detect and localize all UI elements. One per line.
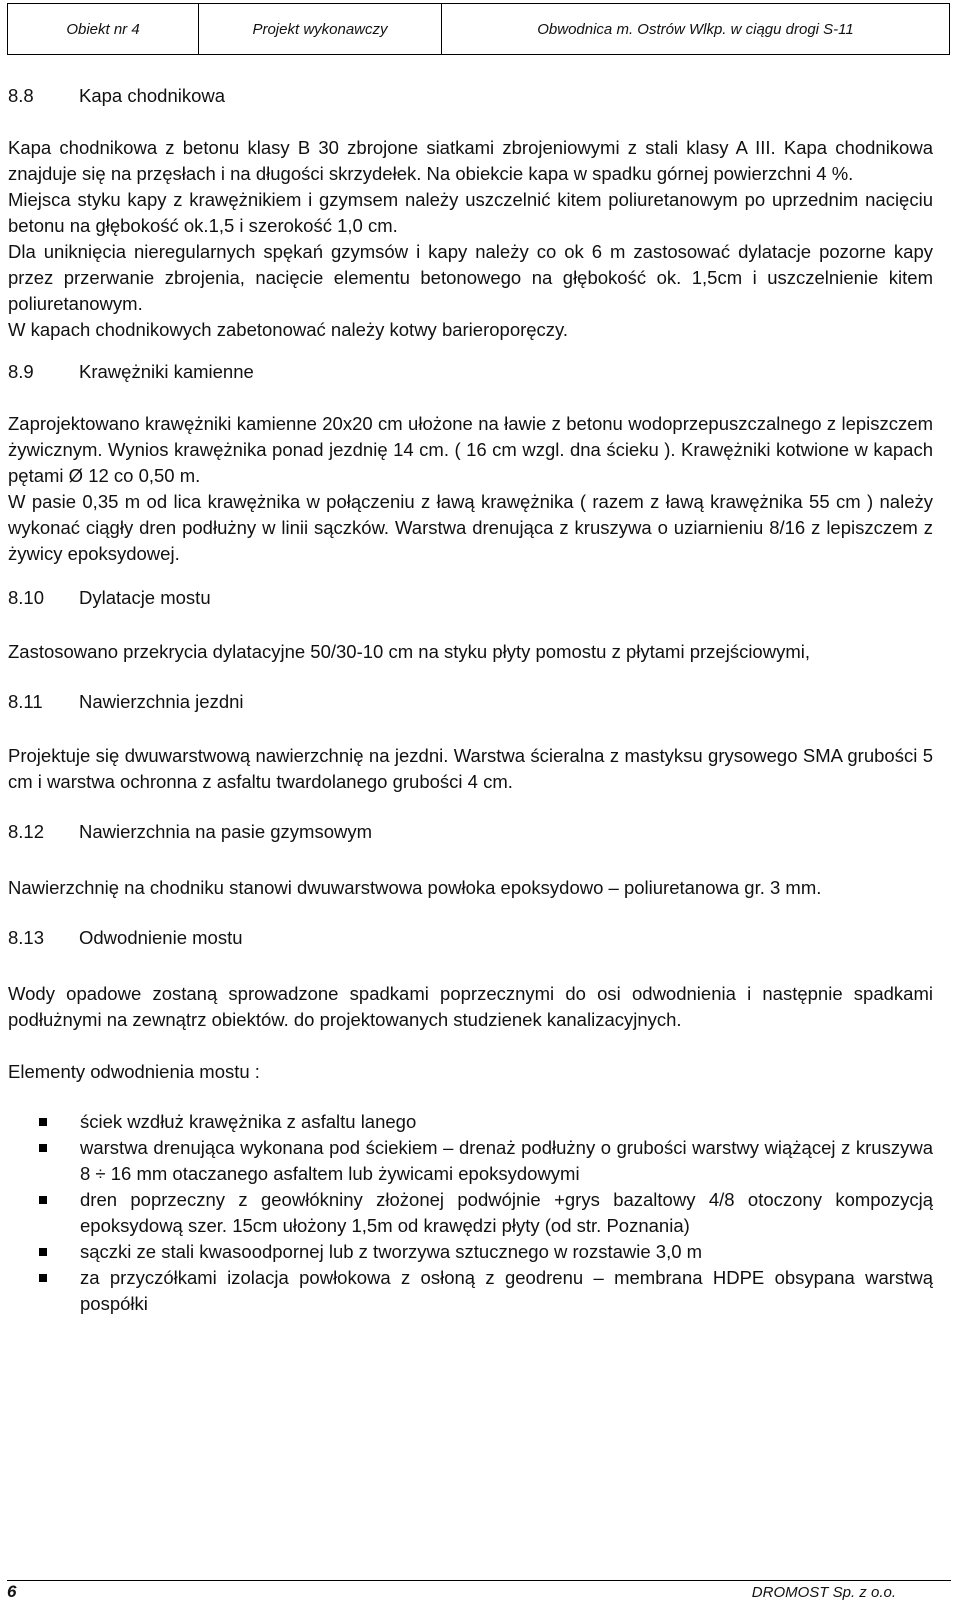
page-number: 6 [7,1582,17,1601]
section-number: 8.9 [8,361,34,382]
paragraph: Zastosowano przekrycia dylatacyjne 50/30-10 cm na styku płyty pomostu z płytami przejściowymi, [8,641,810,662]
section-title: Krawężniki kamienne [79,361,254,382]
list-item [8,1109,933,1135]
list-item-text: dren poprzeczny z geowłókniny złożonej podwójnie +grys bazaltowy 4/8 otoczony kompozycją epoksydową szer. 15cm ułożony 1,5m od krawędzi płyty (od str. Poznania) [80,1189,933,1236]
list-item [8,1187,933,1239]
section-heading-8-8 [8,83,933,109]
section-heading-8-13 [8,925,933,951]
paragraph: Kapa chodnikowa z betonu klasy B 30 zbrojone siatkami zbrojeniowymi z stali klasy A III. Kapa chodnikowa znajduje się na przęsłach i na długości skrzydełek. Na obiekcie kapa w spadku górnej powierzchni 4 %. [8,137,933,184]
section-title: Nawierzchnia na pasie gzymsowym [79,821,373,842]
list-item [8,1239,933,1265]
section-title: Kapa chodnikowa [79,85,226,106]
page-header [7,3,950,55]
section-heading-8-11 [8,689,933,715]
bullet-icon [39,1274,47,1282]
list-item [8,1265,933,1317]
section-heading-8-9 [8,359,933,385]
document-body [8,80,933,1317]
section-heading-8-10 [8,585,933,611]
paragraph: W kapach chodnikowych zabetonować należy kotwy barieroporęczy. [8,319,569,340]
list-item-text: ściek wzdłuż krawężnika z asfaltu lanego [80,1111,417,1132]
section-number: 8.11 [8,691,43,712]
paragraph: Miejsca styku kapy z krawężnikiem i gzymsem należy uszczelnić kitem poliuretanowym po uprzednim nacięciu betonu na głębokość ok.1,5 i szerokość 1,0 cm. [8,189,933,236]
list-item-text: za przyczółkami izolacja powłokowa z osłoną z geodrenu – membrana HDPE obsypana warstwą pospółki [80,1267,933,1314]
header-object: Obiekt nr 4 [8,4,199,54]
elements-label: Elementy odwodnienia mostu : [8,1061,260,1082]
bullet-icon [39,1248,47,1256]
bullet-icon [39,1118,47,1126]
section-number: 8.13 [8,927,45,948]
paragraph: W pasie 0,35 m od lica krawężnika w połączeniu z ławą krawężnika ( razem z ławą krawężnika 55 cm ) należy wykonać ciągły dren podłużny w linii sączków. Warstwa drenująca z kruszywa o uziarnieniu 8/16 z lepiszczem z żywicy epoksydowej. [8,491,933,564]
section-number: 8.8 [8,85,34,106]
bullet-icon [39,1196,47,1204]
list-item-text: warstwa drenująca wykonana pod ściekiem – drenaż podłużny o grubości warstwy wiążącej z kruszywa 8 ÷ 16 mm otaczanego asfaltem lub żywicami epoksydowymi [80,1137,933,1184]
paragraph: Nawierzchnię na chodniku stanowi dwuwarstwowa powłoka epoksydowo – poliuretanowa gr. 3 mm. [8,877,822,898]
list-item [8,1135,933,1187]
paragraph: Dla uniknięcia nieregularnych spękań gzymsów i kapy należy co ok 6 m zastosować dylatacje pozorne kapy przez przerwanie zbrojenia, nacięcie elementu betonowego na głębokość ok. 1,5cm i uszczelnienie kitem poliuretanowym. [8,241,933,314]
section-title: Dylatacje mostu [79,587,211,608]
section-title: Odwodnienie mostu [79,927,243,948]
header-project: Projekt wykonawczy [199,4,442,54]
footer-divider [7,1580,951,1581]
paragraph: Wody opadowe zostaną sprowadzone spadkami poprzecznymi do osi odwodnienia i następnie spadkami podłużnymi na zewnątrz obiektów. do projektowanych studzienek kanalizacyjnych. [8,983,933,1030]
section-heading-8-12 [8,819,933,845]
section-number: 8.10 [8,587,45,608]
bullet-icon [39,1144,47,1152]
section-title: Nawierzchnia jezdni [79,691,244,712]
paragraph: Projektuje się dwuwarstwową nawierzchnię na jezdni. Warstwa ścieralna z mastyksu grysowego SMA grubości 5 cm i warstwa ochronna z asfaltu twardolanego grubości 4 cm. [8,745,933,792]
drainage-elements-list [8,1109,933,1317]
header-road: Obwodnica m. Ostrów Wlkp. w ciągu drogi S-11 [537,20,854,38]
list-item-text: sączki ze stali kwasoodpornej lub z tworzywa sztucznego w rozstawie 3,0 m [80,1241,703,1262]
company-name: DROMOST Sp. z o.o. [751,1584,896,1601]
paragraph: Zaprojektowano krawężniki kamienne 20x20 cm ułożone na ławie z betonu wodoprzepuszczalnego z lepiszczem żywicznym. Wynios krawężnika ponad jezdnię 14 cm. ( 16 cm wzgl. dna ścieku ). Krawężniki kotwione w kapach pętami Ø 12 co 0,50 m. [8,413,933,486]
section-number: 8.12 [8,821,45,842]
